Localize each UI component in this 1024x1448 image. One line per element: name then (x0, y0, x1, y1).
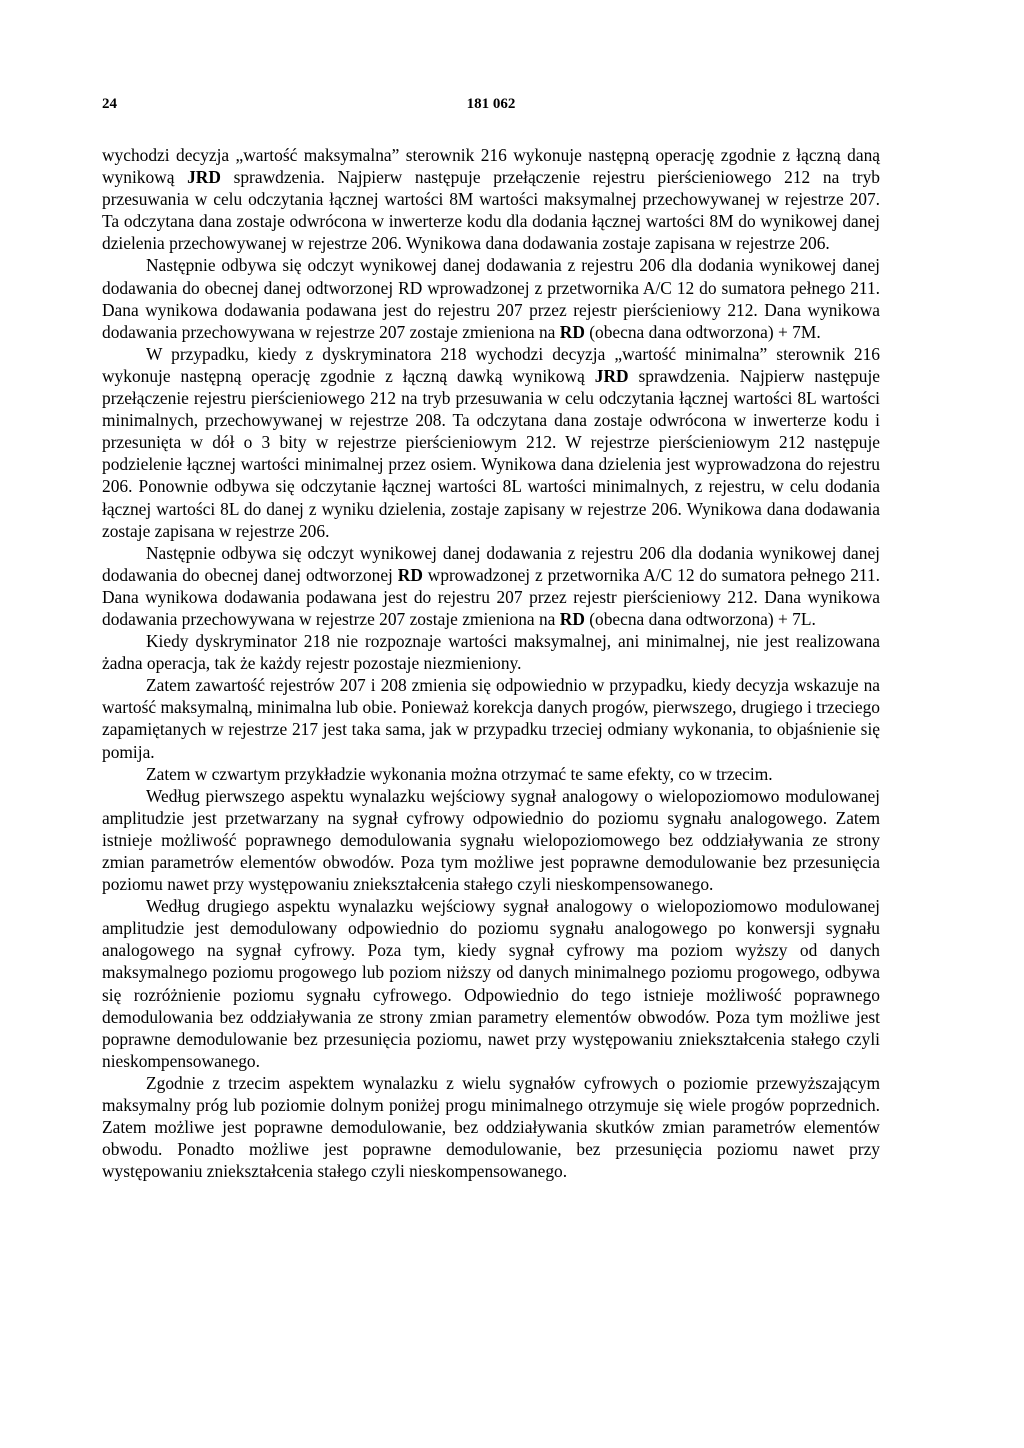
page-header (102, 96, 880, 118)
text-run: Zgodnie z trzecim aspektem wynalazku z wielu sygnałów cyfrowych o poziomie przewyższającym maksymalny próg lub poziomie dolnym poniżej progu minimalnego otrzymuje się wiele progów poprzednich. Zatem możliwe jest poprawne demodulowanie, bez oddziaływania skutków zmian parametrów elementów obwodu. Ponadto możliwe jest poprawne demodulowanie, bez przesunięcia poziomu nawet przy występowaniu zniekształcenia stałego czyli nieskompensowanego. (102, 1072, 880, 1182)
paragraph (102, 542, 880, 630)
bold-term: RD (397, 564, 423, 585)
document-number: 181 062 (466, 96, 516, 112)
text-run: Według pierwszego aspektu wynalazku wejściowy sygnał analogowy o wielopoziomowo modulowanej amplitudzie jest przetwarzany na sygnał cyfrowy odpowiednio do poziomu sygnału analogowego. Zatem istnieje możliwość poprawnego demodulowania sygnału wielopoziomowego bez oddziaływania ze strony zmian parametrów elementów obwodów. Poza tym możliwe jest poprawne demodulowanie bez przesunięcia poziomu nawet przy występowaniu zniekształcenia stałego czyli nieskompensowanego. (102, 785, 880, 895)
paragraph (102, 1072, 880, 1182)
text-run: Kiedy dyskryminator 218 nie rozpoznaje wartości maksymalnej, ani minimalnej, nie jest realizowana żadna operacja, tak że każdy rejestr pozostaje niezmieniony. (102, 631, 880, 674)
text-run: W przypadku, kiedy z dyskryminatora 218 wychodzi decyzja „wartość minimalna” sterownik 216 wykonuje następną operację zgodnie z łączną dawką wynikową (102, 343, 880, 386)
text-run: wychodzi decyzja „wartość maksymalna” sterownik 216 wykonuje następną operację zgodnie z łączną daną wynikową (102, 145, 880, 188)
bold-term: RD (559, 608, 585, 629)
paragraph (102, 763, 880, 785)
body-text (102, 144, 880, 1182)
text-run: wprowadzonej z przetwornika A/C 12 do sumatora pełnego 211. Dana wynikowa dodawania podawana jest do rejestru 207 przez rejestr pierścieniowy 212. Dana wynikowa dodawania przechowywana w rejestrze 207 zostaje zmieniona na (102, 564, 881, 629)
text-run: (obecna dana odtworzona) + 7L. (584, 608, 816, 629)
text-run: Następnie odbywa się odczyt wynikowej danej dodawania z rejestru 206 dla dodania wynikowej danej dodawania do obecnej danej odtworzonej (102, 542, 880, 585)
text-run: Zatem w czwartym przykładzie wykonania można otrzymać te same efekty, co w trzecim. (146, 763, 773, 784)
paragraph (102, 785, 880, 895)
text-run: (obecna dana odtworzona) + 7M. (584, 321, 821, 342)
page-number: 24 (102, 96, 117, 112)
bold-term: JRD (187, 167, 221, 188)
paragraph (102, 254, 880, 342)
bold-term: JRD (594, 365, 629, 386)
paragraph (102, 630, 880, 674)
paragraph (102, 343, 880, 542)
text-run: sprawdzenia. Najpierw następuje przełączenie rejestru pierścieniowego 212 na tryb przesuwania w celu odczytania łącznej wartości 8L wartości minimalnych, przechowywanej w rejestrze 208. Ta odczytana dana zostaje odwrócona w inwerterze kodu i przesunięta w dół o 3 bity w rejestrze pierścieniowym 212. W rejestrze pierścieniowym 212 następuje podzielenie łącznej wartości minimalnej przez osiem. Wynikowa dana dzielenia jest wyprowadzona do rejestru 206. Ponownie odbywa się odczytanie łącznej wartości 8L wartości minimalnych, z rejestru, w celu dodania łącznej wartości 8L do danej z wyniku dzielenia, zostaje zapisany w rejestrze 206. Wynikowa dana dodawania zostaje zapisana w rejestrze 206. (102, 365, 880, 541)
bold-term: RD (559, 321, 585, 342)
text-run: Następnie odbywa się odczyt wynikowej danej dodawania z rejestru 206 dla dodania wynikowej danej dodawania do obecnej danej odtworzonej RD wprowadzonej z przetwornika A/C 12 do sumatora pełnego 211. Dana wynikowa dodawania podawana jest do rejestru 207 przez rejestr pierścieniowy 212. Dana wynikowa dodawania przechowywana w rejestrze 207 zostaje zmieniona na (102, 255, 880, 342)
text-run: Zatem zawartość rejestrów 207 i 208 zmienia się odpowiednio w przypadku, kiedy decyzja wskazuje na wartość maksymalną, minimalna lub obie. Ponieważ korekcja danych progów, pierwszego, drugiego i trzeciego zapamiętanych w rejestrze 217 jest taka sama, jak w przypadku trzeciej odmiany wykonania, to objaśnienie się pomija. (102, 675, 880, 762)
text-run: Według drugiego aspektu wynalazku wejściowy sygnał analogowy o wielopoziomowo modulowanej amplitudzie jest demodulowany odpowiednio do poziomu sygnału analogowego po konwersji sygnału analogowego na sygnał cyfrowy. Poza tym, kiedy sygnał cyfrowy ma poziom wyższy od danych maksymalnego poziomu progowego lub poziom niższy od danych minimalnego poziomu progowego, odbywa się rozróżnienie poziomu sygnału cyfrowego. Odpowiednio do tego istnieje możliwość poprawnego demodulowania bez oddziaływania ze strony zmian parametry elementów obwodów. Poza tym możliwe jest poprawne demodulowanie bez przesunięcia poziomu, nawet przy występowaniu zniekształcenia stałego czyli nieskompensowanego. (102, 896, 880, 1071)
paragraph (102, 144, 880, 254)
paragraph (102, 895, 880, 1072)
text-run: sprawdzenia. Najpierw następuje przełączenie rejestru pierścieniowego 212 na tryb przesuwania w celu odczytania łącznej wartości 8M wartości maksymalnej przechowywanej w rejestrze 207. Ta odczytana dana zostaje odwrócona w inwerterze kodu dla dodania łącznej wartości 8M do wynikowej danej dzielenia przechowywanej w rejestrze 206. Wynikowa dana dodawania zostaje zapisana w rejestrze 206. (102, 167, 880, 254)
paragraph (102, 674, 880, 762)
